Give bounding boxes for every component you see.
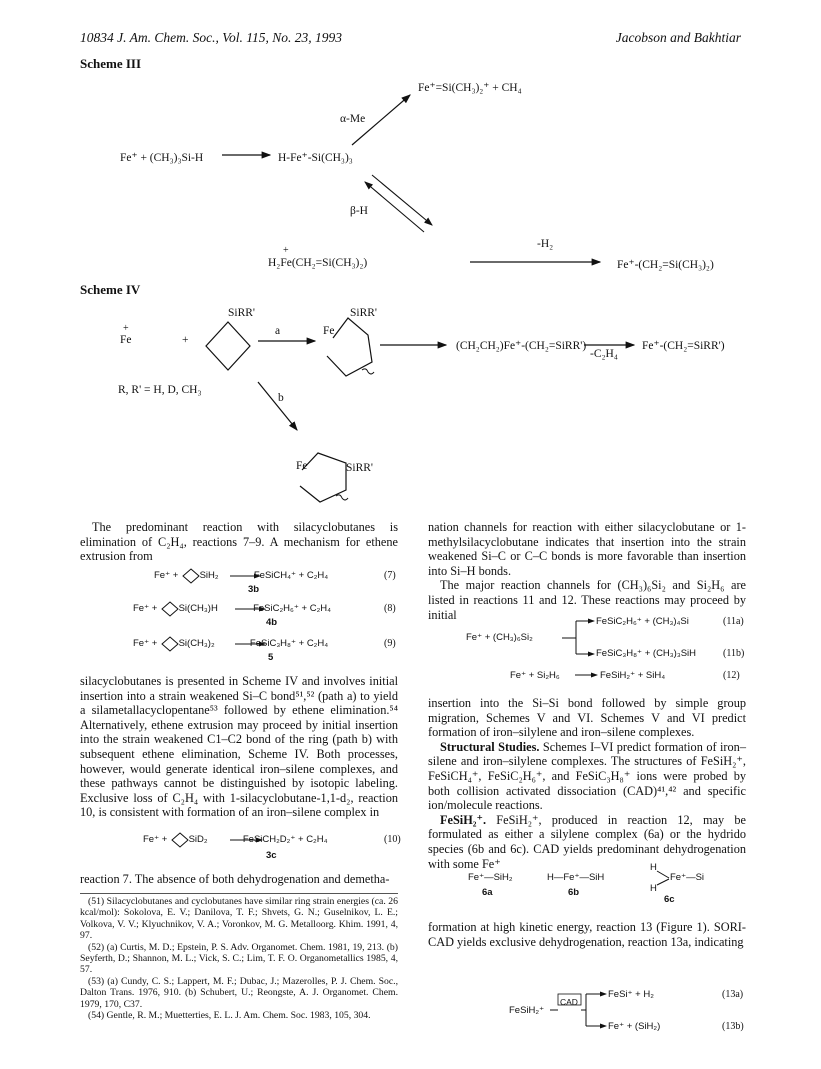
fe-label: Fe [120,334,132,346]
r13a-number: (13a) [722,989,744,1000]
r8-ring: Si(CH₃)H [178,603,218,614]
fe-charge: + [123,323,129,334]
ring-7 [183,569,199,583]
metallacyclopentane-ring [327,318,372,376]
r8-rhs: FeSiC₂H₆⁺ + C₂H₄ [253,603,331,614]
ring3-fe: Fe [296,460,308,472]
paragraph: silacyclobutanes is presented in Scheme IV and involves initial insertion into a strain weakened Si–C bond⁵¹,⁵² (path a) to yield a silametallacyclopentane⁵³ followed by ethene elimination.⁵⁴ Alternatively, ethene extrusion may proceed by initial insertion into the strain weakened C1–C2 bond of the ring (path b) with subsequent ethene elimination, Scheme IV. Both processes, however, would generate identical iron–silene complexes, and these pathways cannot be distinguished by isotopic labeling. Exclusive loss of C₂H₄ with 1-silacyclobutane-1,1-d₂, reaction 10, is consistent with formation of an iron–silene complex in [80,674,398,820]
r9-label: 5 [268,652,274,663]
alpha-me-label: α-Me [340,113,366,125]
right-column-para1 [428,520,746,622]
wavy-bond [362,369,374,374]
paragraph: nation channels for reaction with either silacyclobutane or 1-methylsilacyclobutane indicates that insertion into the strain weakened Si–C or C–C bonds is more favorable than insertion into Si–H bonds. [428,520,746,578]
species-6a-label: 6a [482,887,493,898]
scheme4-final-product: Fe⁺-(CH₂=SiRR') [642,340,725,352]
subsection-heading: FeSiH₂⁺. [440,812,487,827]
r11a-products: FeSiC₂H₆⁺ + (CH₃)₄Si [596,616,689,627]
r8-label: 4b [266,617,278,628]
r9-rhs: FeSiC₃H₈⁺ + C₂H₄ [249,638,329,649]
ring-9 [162,637,178,651]
ring2-label: SiRR' [350,307,378,319]
scheme3-lower-product: Fe⁺-(CH₂=Si(CH₃)₂) [617,259,714,271]
footnote-divider [80,893,398,894]
c2h4-loss-label: -C₂H₄ [590,348,618,360]
footnote-51: (51) Silacyclobutanes and cyclobutanes have similar ring strain energies (ca. 26 kcal/mol): Sokolova, E. V.; Danilova, T. F.; Shvets, G. N.; Guselnikov, L. E.; Volkova, V. V.; Klyuchnikov, V. A.; Voronkov, M. G. Metalloorg. Khim. 1991, 4, 97. [80,896,398,942]
arrow-path-b [258,382,297,430]
r10-lhs: Fe⁺ + [143,834,168,845]
scheme3-reactant: Fe⁺ + (CH₃)₃Si-H [120,152,204,164]
r11b-number: (11b) [723,648,745,659]
left-column-para2 [80,674,398,820]
paragraph: reaction 7. The absence of both dehydrogenation and demetha- [80,872,390,886]
r7-ring: SiH₂ [199,570,219,581]
paragraph: Structural Studies. Schemes I–VI predict formation of iron–silene and iron–silylene complexes. The structures of FeSiH₂⁺, FeSiCH₄⁺, FeSiC₂H₆⁺, and FeSiC₃H₈⁺ ions were probed by both collision activated dissociation (CAD)⁴¹,⁴² and specific ion/molecule reactions. [428,739,746,813]
silacyclobutane-ring [206,322,250,370]
footnote-54: (54) Gentle, R. M.; Muetterties, E. L. J. Am. Chem. Soc. 1983, 105, 304. [88,1010,371,1022]
r7-lhs: Fe⁺ + [154,570,179,581]
running-header: 10834 J. Am. Chem. Soc., Vol. 115, No. 23, 1993 [80,30,342,45]
r7-rhs: FeSiCH₄⁺ + C₂H₄ [253,570,329,581]
ring2-fe: Fe [323,325,335,337]
r7-number: (7) [384,570,396,581]
r13-branch-arrows [550,985,610,1035]
right-column-para2 [428,696,746,871]
species-6c-h2: H [650,883,657,894]
species-6b-label: 6b [568,887,580,898]
r9-number: (9) [384,638,396,649]
reaction-rings [0,560,410,660]
r12-lhs: Fe⁺ + Si₂H₆ [510,670,560,681]
ring-8 [162,602,178,616]
equilibrium-forward [372,175,432,225]
author-header: Jacobson and Bakhtiar [615,30,741,45]
footnote-52: (52) (a) Curtis, M. D.; Epstein, P. S. Adv. Organomet. Chem. 1981, 19, 213. (b) Seyferth, D.; Shannon, M. L.; Vick, S. C.; Lim, T. F. O. Organometallics 1985, 4, 57. [80,941,398,976]
r9-ring: Si(CH₃)₂ [178,638,215,649]
r7-label: 3b [248,584,260,595]
r12-number: (12) [723,670,740,681]
cad-label: CAD [560,997,578,1007]
r10-number: (10) [384,834,401,845]
r11a-number: (11a) [723,616,744,627]
lower-plus: + [283,245,289,256]
scheme4-drawing [0,290,821,520]
scheme3-product-top: Fe⁺=Si(CH₃)₂⁺ + CH₄ [418,82,522,94]
beta-h-label: β-H [350,205,368,217]
ring-10 [172,833,188,847]
substituents-label: R, R' = H, D, CH₃ [118,384,202,396]
scheme-iv-title: Scheme IV [80,282,141,297]
r13-lhs: FeSiH₂⁺ [509,1005,545,1016]
species-6c: Fe⁺—Si [670,872,705,883]
left-column-para3 [80,872,398,887]
r9-lhs: Fe⁺ + [133,638,158,649]
paragraph: The major reaction channels for (CH₃)₆Si₂ and Si₂H₆ are listed in reactions 11 and 12. These reactions may proceed by initial [428,578,746,622]
r8-lhs: Fe⁺ + [133,603,158,614]
scheme4-middle-product: (CH₂CH₂)Fe⁺-(CH₂=SiRR') [456,340,587,352]
path-b-label: b [278,392,284,404]
h2-loss-label: -H₂ [537,238,554,250]
reaction10-ring [0,826,410,856]
scheme-iii-title: Scheme III [80,56,142,71]
r8-number: (8) [384,603,396,614]
scheme3-intermediate: H-Fe⁺-Si(CH₃)₃ [278,152,353,164]
plus-sign: + [182,334,189,346]
right-column-para3 [428,920,746,949]
species-6c-h1: H [650,862,657,873]
left-column-para1 [80,520,398,564]
species-6c-bonds [650,862,680,898]
footnote-53: (53) (a) Cundy, C. S.; Lappert, M. F.; Dubac, J.; Mazerolles, P. J. Chem. Soc., Dalton Trans. 1976, 910. (b) Schubert, U.; Reongste, A. J. Organomet. Chem. 1979, 170, C37. [80,975,398,1010]
path-a-label: a [275,325,281,337]
r11-branch-arrows [540,610,610,690]
section-heading: Structural Studies. [440,739,540,754]
scheme3-arrows [0,0,821,300]
arrow-alpha-me [352,95,410,145]
r10-rhs: FeSiCH₂D₂⁺ + C₂H₄ [242,834,328,845]
r13b-products: Fe⁺ + (SiH₂) [608,1021,661,1032]
paragraph: FeSiH₂⁺. FeSiH₂⁺, produced in reaction 12, may be formulated as either a silylene complex (6a) or the hydrido species (6b and 6c). CAD yields predominant dehydrogenation with some Fe⁺ [428,812,746,871]
equilibrium-back [365,182,424,232]
paragraph: insertion into the Si–Si bond followed by simple group migration, Schemes V and VI. Schemes V and VI predict formation of iron–silylene and iron–silene complexes. [428,696,746,740]
footnotes [80,896,398,1021]
r13b-number: (13b) [722,1021,744,1032]
species-6b: H—Fe⁺—SiH [547,872,605,883]
scheme3-lower-species: H₂Fe(CH₂=Si(CH₃)₂) [268,257,368,269]
paragraph: The predominant reaction with silacyclobutanes is elimination of C₂H₄, reactions 7–9. A mechanism for ethene extrusion from [80,520,398,564]
r10-label: 3c [266,850,277,861]
r10-ring: SiD₂ [188,834,208,845]
r11-lhs: Fe⁺ + (CH₃)₆Si₂ [466,632,533,643]
r12-rhs: FeSiH₂⁺ + SiH₄ [600,670,666,681]
wavy-bond-b [336,495,348,500]
species-6a: Fe⁺—SiH₂ [468,872,513,883]
species-6c-label: 6c [664,894,675,905]
r11b-products: FeSiC₃H₈⁺ + (CH₃)₃SiH [596,648,696,659]
ring1-label: SiRR' [228,307,256,319]
r13a-products: FeSi⁺ + H₂ [608,989,654,1000]
ring3-label: SiRR' [346,462,374,474]
paragraph: formation at high kinetic energy, reaction 13 (Figure 1). SORI-CAD yields exclusive dehydrogenation, reaction 13a, indicating [428,920,746,949]
